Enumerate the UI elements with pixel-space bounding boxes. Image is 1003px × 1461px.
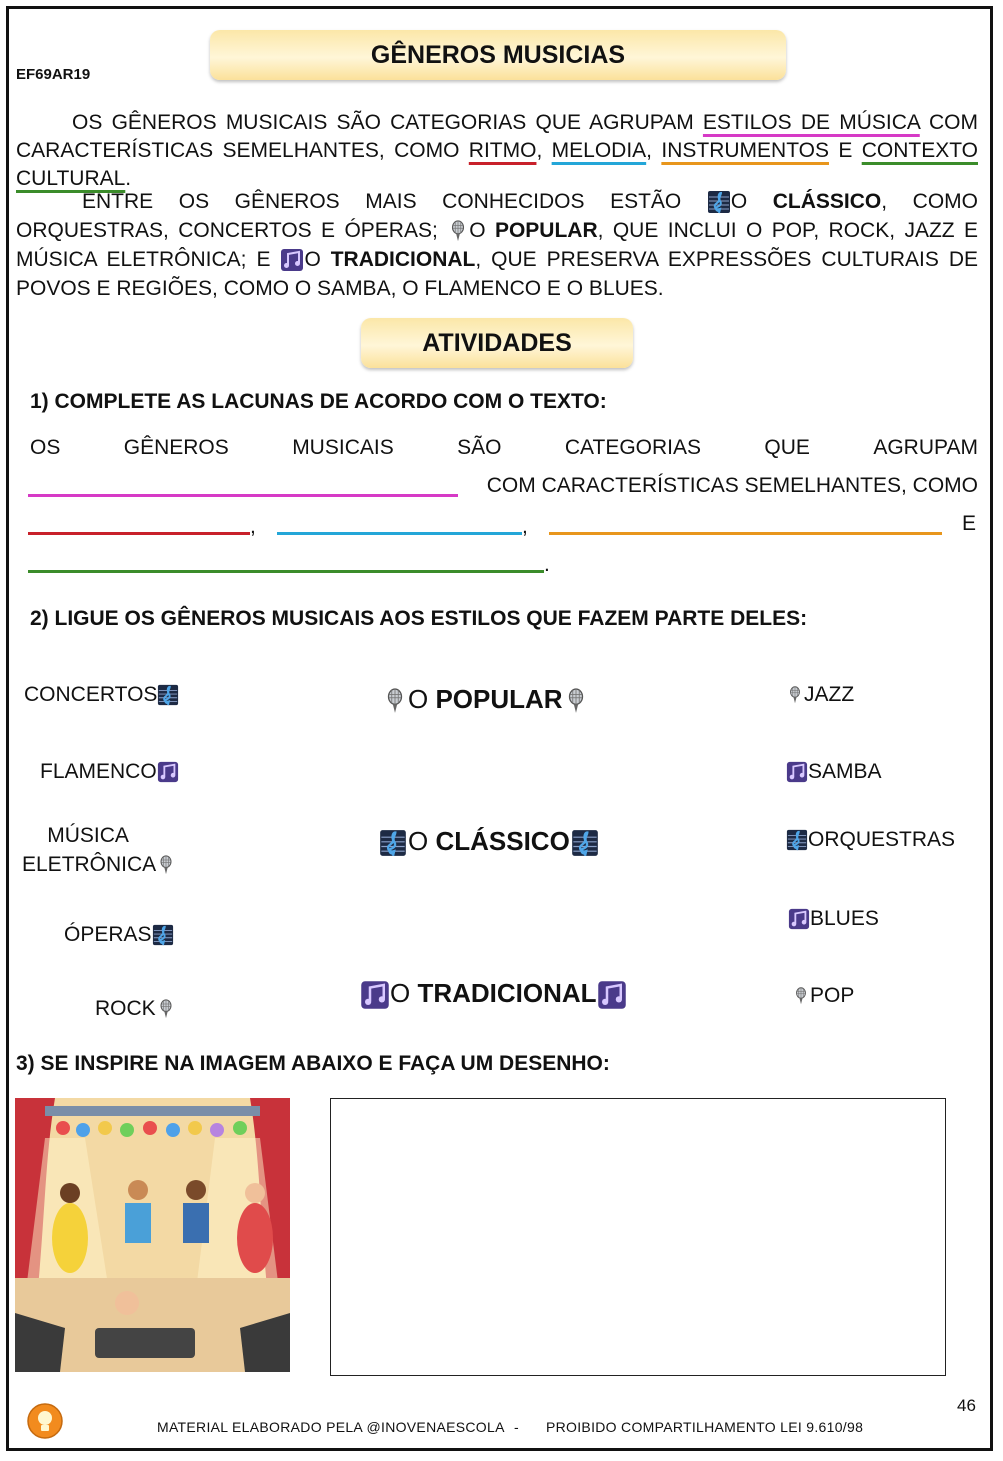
keyword-melodia: MELODIA (551, 139, 647, 162)
right-item-orquestras[interactable]: ORQUESTRAS (786, 828, 955, 852)
microphone-icon (156, 854, 176, 876)
music-notes-icon (597, 980, 627, 1010)
microphone-icon (786, 684, 804, 706)
brand-logo-icon (26, 1402, 64, 1440)
activities-title: ATIVIDADES (422, 329, 572, 357)
treble-clef-icon (378, 829, 408, 857)
q1-line-1: OS GÊNEROS MUSICAIS SÃO CATEGORIAS QUE AGRUPAM (30, 436, 978, 459)
treble-clef-icon (786, 829, 808, 851)
blank-contexto[interactable] (28, 570, 544, 573)
q1-e: E (962, 512, 977, 535)
right-item-samba[interactable]: SAMBA (786, 760, 882, 784)
microphone-icon (792, 985, 810, 1007)
blank-estilos[interactable] (28, 494, 458, 497)
q1-period: . (544, 553, 550, 576)
question-3-title: 3) SE INSPIRE NA IMAGEM ABAIXO E FAÇA UM DESENHO: (16, 1052, 610, 1075)
genre-tradicional[interactable]: O TRADICIONAL (360, 978, 627, 1010)
blank-instrumentos[interactable] (549, 532, 942, 535)
skill-code: EF69AR19 (16, 66, 91, 83)
keyword-estilos: ESTILOS DE MÚSICA (702, 111, 920, 134)
treble-clef-icon (707, 190, 731, 214)
music-notes-icon (157, 761, 179, 783)
drawing-area[interactable] (330, 1098, 946, 1376)
keyword-instrumentos: INSTRUMENTOS (661, 139, 829, 162)
page-title-text: GÊNEROS MUSICIAS (370, 41, 626, 69)
left-item-flamenco[interactable]: FLAMENCO (40, 760, 179, 784)
page-title (210, 30, 786, 80)
concert-stage-illustration (15, 1098, 290, 1372)
left-item-operas[interactable]: ÓPERAS (64, 923, 174, 947)
treble-clef-icon (152, 924, 174, 946)
q1-comma-1: , (250, 515, 256, 538)
right-item-jazz[interactable]: JAZZ (786, 683, 854, 707)
intro-paragraph-2: ENTRE OS GÊNEROS MAIS CONHECIDOS ESTÃO O CLÁSSICO, COMO ORQUESTRAS, CONCERTOS E ÓPERAS; O POPULAR, QUE INCLUI O POP, ROCK, JAZZ E MÚSICA ELETRÔNICA; E O TRADICIONAL, QUE PRESERVA EXPRESSÕES CULTURAIS DE POVOS E REGIÕES, COMO O SAMBA, O FLAMENCO E O BLUES. (16, 190, 979, 300)
microphone-icon (447, 219, 469, 243)
treble-clef-icon (570, 829, 600, 857)
q1-comma-2: , (522, 515, 528, 538)
right-item-pop[interactable]: POP (792, 984, 854, 1008)
microphone-icon (382, 686, 408, 716)
blank-ritmo[interactable] (28, 532, 250, 535)
blank-melodia[interactable] (277, 532, 522, 535)
left-item-musica-eletronica[interactable]: MÚSICA ELETRÔNICA (22, 821, 176, 879)
activities-banner (361, 318, 633, 368)
music-notes-icon (280, 248, 304, 272)
intro-paragraph-1: OS GÊNEROS MUSICAIS SÃO CATEGORIAS QUE AGRUPAM ESTILOS DE MÚSICA COM CARACTERÍSTICAS SEMELHANTES, COMO RITMO, MELODIA, INSTRUMENTOS E CONTEXTO CULTURAL. (16, 111, 978, 190)
keyword-contexto: CONTEXTO CULTURAL (16, 139, 978, 190)
question-1-title: 1) COMPLETE AS LACUNAS DE ACORDO COM O TEXTO: (30, 390, 607, 413)
footer-credit: MATERIAL ELABORADO PELA @INOVENAESCOLA (157, 1419, 505, 1435)
footer-copyright: PROIBIDO COMPARTILHAMENTO LEI 9.610/98 (546, 1419, 864, 1435)
treble-clef-icon (157, 684, 179, 706)
q1-line-2-text: COM CARACTERÍSTICAS SEMELHANTES, COMO (486, 474, 978, 497)
left-item-rock[interactable]: ROCK (95, 997, 176, 1021)
music-notes-icon (786, 761, 808, 783)
page-number: 46 (957, 1396, 976, 1415)
music-notes-icon (360, 980, 390, 1010)
keyword-ritmo: RITMO (468, 139, 537, 162)
genre-classico[interactable]: O CLÁSSICO (378, 826, 600, 857)
microphone-icon (156, 998, 176, 1020)
left-item-concertos[interactable]: CONCERTOS (24, 683, 179, 707)
music-notes-icon (788, 908, 810, 930)
right-item-blues[interactable]: BLUES (788, 907, 879, 931)
microphone-icon (563, 686, 589, 716)
genre-popular[interactable]: O POPULAR (382, 684, 589, 716)
footer-dash: - (514, 1419, 519, 1435)
question-2-title: 2) LIGUE OS GÊNEROS MUSICAIS AOS ESTILOS QUE FAZEM PARTE DELES: (30, 607, 808, 630)
